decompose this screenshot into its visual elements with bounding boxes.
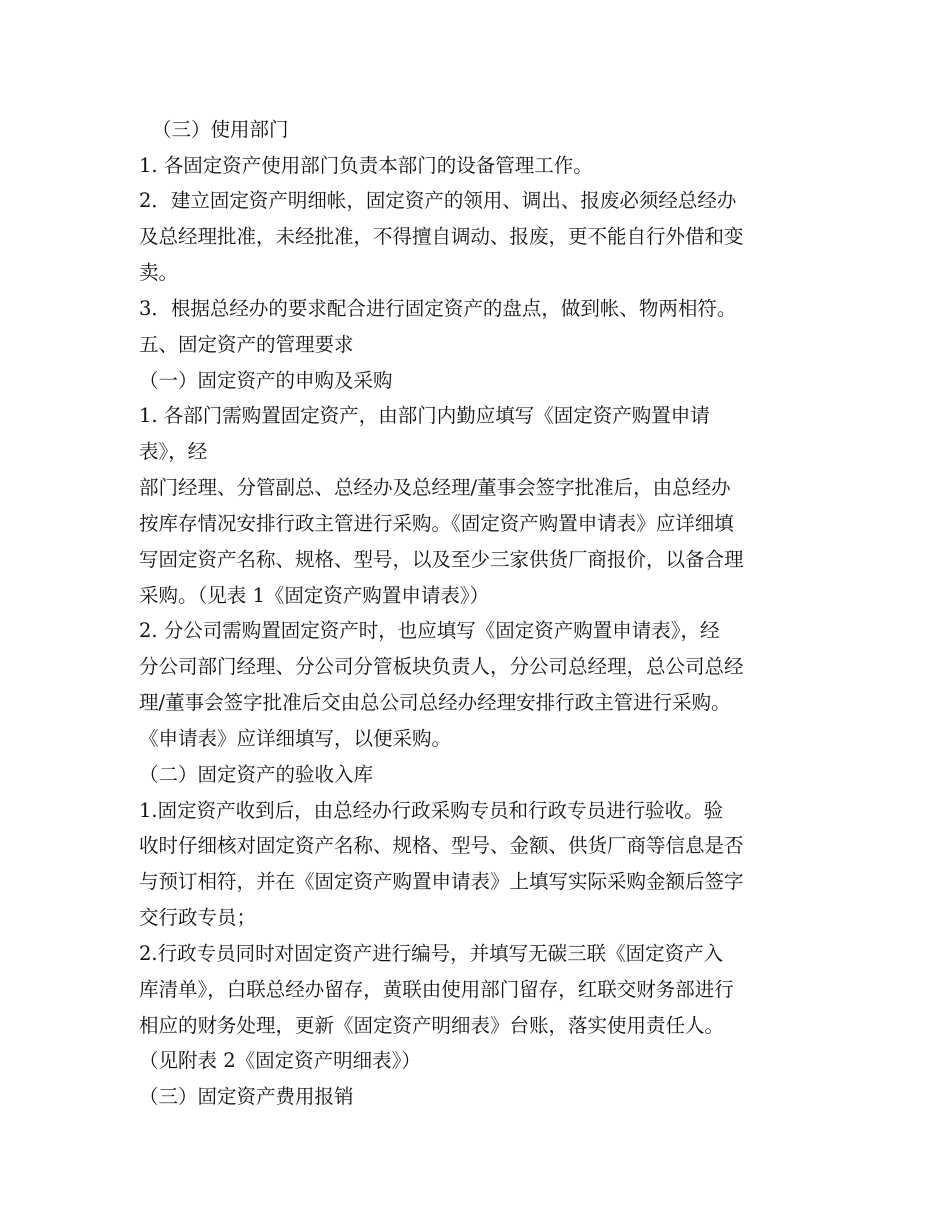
paragraph-line: 分公司部门经理、分公司分管板块负责人，分公司总经理，总公司总经 (139, 655, 744, 678)
paragraph-line: 理/董事会签字批准后交由总公司总经办经理安排行政主管进行采购。 (139, 691, 731, 714)
paragraph-line: 与预订相符，并在《固定资产购置申请表》上填写实际采购金额后签字 (139, 870, 744, 893)
paragraph-line: 1. 各固定资产使用部门负责本部门的设备管理工作。 (139, 154, 593, 177)
subsection-heading-user-department: （三）使用部门 (152, 118, 289, 141)
paragraph-line: 库清单》，白联总经办留存，黄联由使用部门留存，红联交财务部进行 (139, 978, 734, 1001)
paragraph-line: 采购。（见表 1《固定资产购置申请表》） (139, 584, 490, 607)
paragraph-line: 2．建立固定资产明细帐，固定资产的领用、调出、报废必须经总经办 (139, 189, 737, 212)
paragraph-line: 及总经理批准，未经批准，不得擅自调动、报废，更不能自行外借和变 (139, 225, 744, 248)
paragraph-line: 2.行政专员同时对固定资产进行编号，并填写无碳三联《固定资产入 (139, 942, 724, 965)
paragraph-line: 按库存情况安排行政主管进行采购。《固定资产购置申请表》应详细填 (139, 512, 734, 535)
paragraph-line: 3．根据总经办的要求配合进行固定资产的盘点，做到帐、物两相符。 (139, 297, 737, 320)
subsection-heading-expense-reimbursement: （三）固定资产费用报销 (139, 1085, 354, 1108)
paragraph-line: 部门经理、分管副总、总经办及总经理/董事会签字批准后，由总经办 (139, 476, 731, 499)
paragraph-line: 1. 各部门需购置固定资产，由部门内勤应填写《固定资产购置申请 (139, 404, 710, 427)
paragraph-line: 《申请表》应详细填写，以便采购。 (139, 727, 452, 750)
paragraph-line: （见附表 2《固定资产明细表》） (139, 1049, 421, 1072)
paragraph-line: 表》，经 (139, 440, 208, 463)
paragraph-line: 相应的财务处理，更新《固定资产明细表》台账，落实使用责任人。 (139, 1014, 725, 1037)
paragraph-line: 写固定资产名称、规格、型号，以及至少三家供货厂商报价，以备合理 (139, 548, 744, 571)
paragraph-line: 1.固定资产收到后，由总经办行政采购专员和行政专员进行验收。验 (139, 799, 724, 822)
subsection-heading-purchase: （一）固定资产的申购及采购 (139, 369, 393, 392)
paragraph-line: 交行政专员； (139, 906, 257, 929)
subsection-heading-acceptance: （二）固定资产的验收入库 (139, 763, 374, 786)
paragraph-line: 卖。 (139, 261, 179, 284)
paragraph-line: 收时仔细核对固定资产名称、规格、型号、金额、供货厂商等信息是否 (139, 834, 744, 857)
paragraph-line: 2. 分公司需购置固定资产时，也应填写《固定资产购置申请表》，经 (139, 619, 720, 642)
section-heading-management-requirements: 五、固定资产的管理要求 (139, 333, 354, 356)
